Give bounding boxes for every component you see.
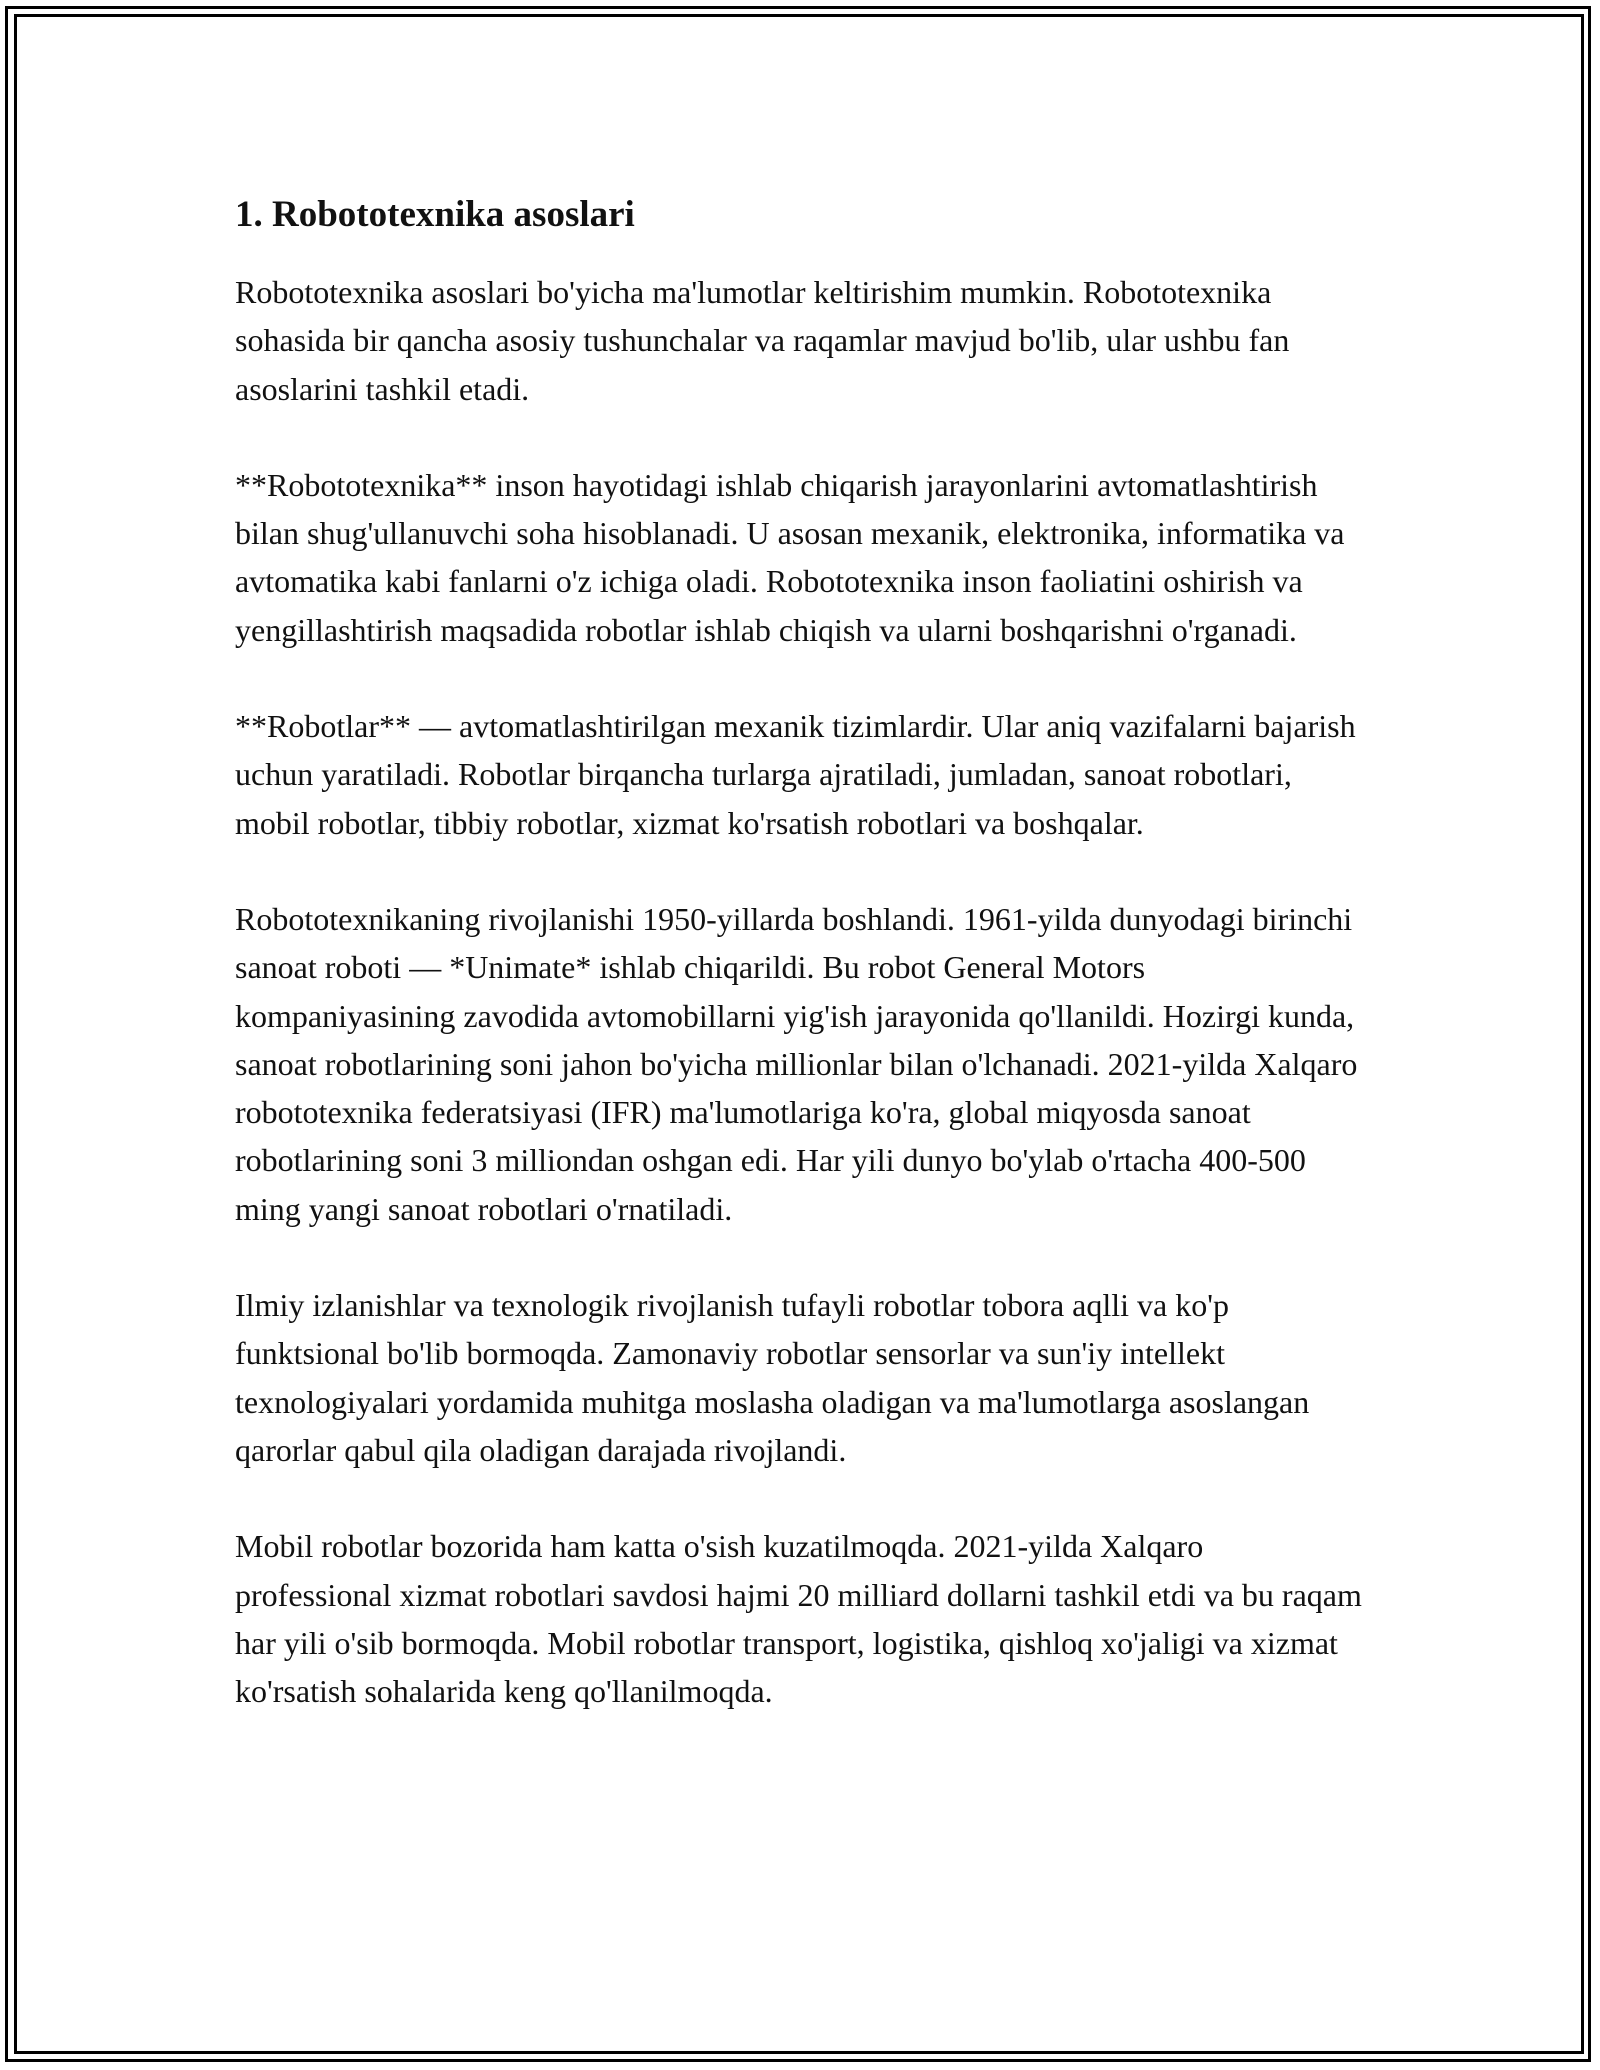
paragraph-intro: Robototexnika asoslari bo'yicha ma'lumotlar keltirishim mumkin. Robototexnika sohasida bir qancha asosiy tushunchalar va raqamlar mavjud bo'lib, ular ushbu fan asoslarini tashkil etadi. — [235, 274, 1290, 407]
paragraph-history: Robototexnikaning rivojlanishi 1950-yillarda boshlandi. 1961-yilda dunyodagi birinchi sanoat roboti — *Unimate* ishlab chiqarildi. Bu robot General Motors kompaniyasining zavodida avtomobillarni yig'ish jarayonida qo'llanildi. Hozirgi kunda, sanoat robotlarining soni jahon bo'yicha millionlar bilan o'lchanadi. 2021-yilda Xalqaro robototexnika federatsiyasi (IFR) ma'lumotlariga ko'ra, global miqyosda sanoat robotlarining soni 3 milliondan oshgan edi. Har yili dunyo bo'ylab o'rtacha 400-500 ming yangi sanoat robotlari o'rnatiladi. — [235, 900, 1358, 1227]
paragraph-research: Ilmiy izlanishlar va texnologik rivojlanish tufayli robotlar tobora aqlli va ko'p funktsional bo'lib bormoqda. Zamonaviy robotlar sensorlar va sun'iy intellekt texnologiyalari yordamida muhitga moslasha oladigan va ma'lumotlarga asoslangan qarorlar qabul qila oladigan darajada rivojlandi. — [235, 1287, 1310, 1468]
paragraph-robotlar-definition: **Robotlar** — avtomatlashtirilgan mexanik tizimlardir. Ular aniq vazifalarni bajarish uchun yaratiladi. Robotlar birqancha turlarga ajratiladi, jumladan, sanoat robotlari, mobil robotlar, tibbiy robotlar, xizmat ko'rsatish robotlari va boshqalar. — [235, 708, 1356, 841]
paragraph-robototexnika-definition: **Robototexnika** inson hayotidagi ishlab chiqarish jarayonlarini avtomatlashtirish bilan shug'ullanuvchi soha hisoblanadi. U asosan mexanik, elektronika, informatika va avtomatika kabi fanlarni o'z ichiga oladi. Robototexnika inson faoliatini oshirish va yengillashtirish maqsadida robotlar ishlab chiqish va ularni boshqarishni o'rganadi. — [235, 466, 1345, 648]
document-body — [235, 188, 1365, 1763]
section-heading: 1. Robototexnika asoslari — [235, 194, 635, 235]
paragraph-mobile-robots: Mobil robotlar bozorida ham katta o'sish kuzatilmoqda. 2021-yilda Xalqaro professional xizmat robotlari savdosi hajmi 20 milliard dollarni tashkil etdi va bu raqam har yili o'sib bormoqda. Mobil robotlar transport, logistika, qishloq xo'jaligi va xizmat ko'rsatish sohalarida keng qo'llanilmoqda. — [235, 1528, 1362, 1710]
